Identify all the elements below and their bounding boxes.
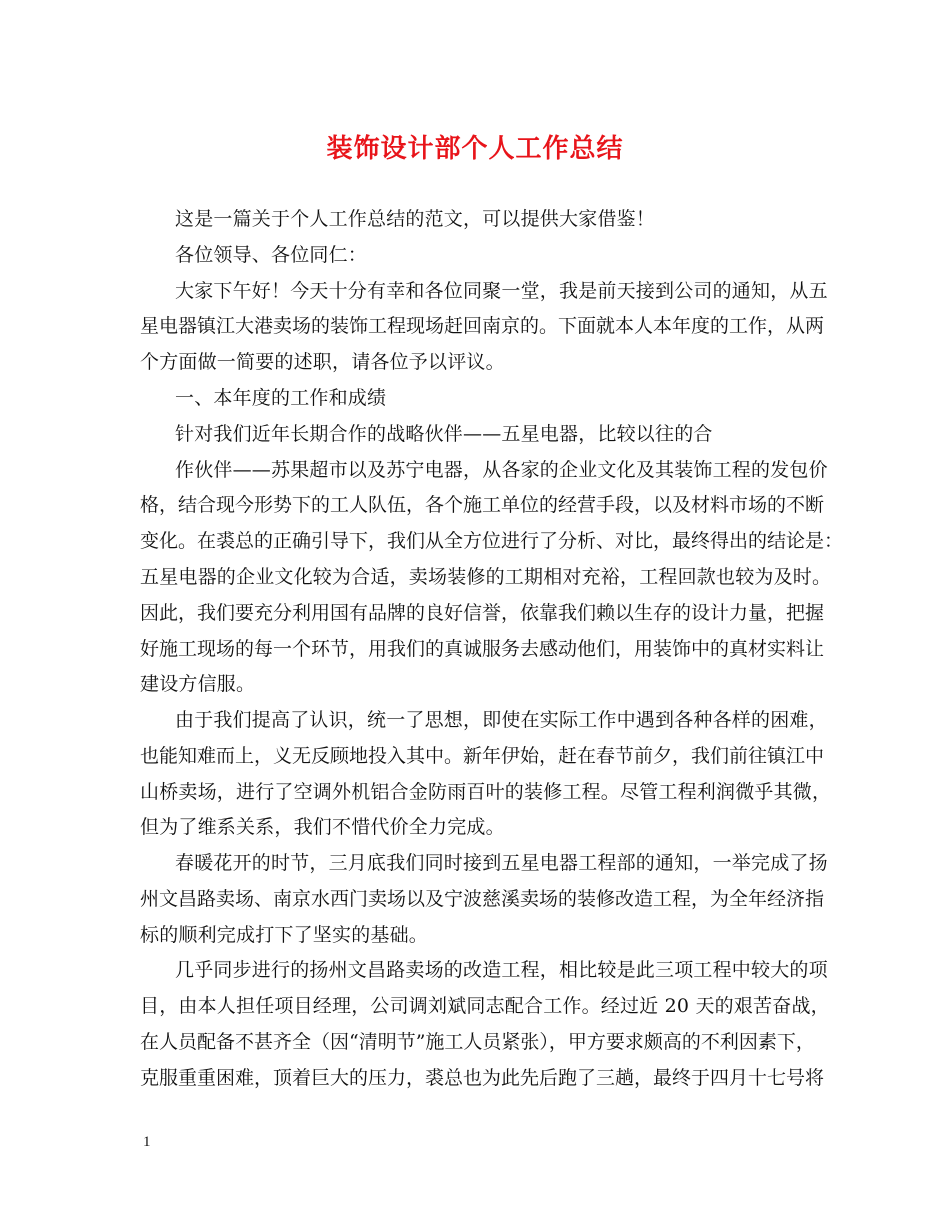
- paragraph-line: 几乎同步进行的扬州文昌路卖场的改造工程，相比较是此三项工程中较大的项: [175, 959, 828, 981]
- paragraph-line: 山桥卖场，进行了空调外机铝合金防雨百叶的装修工程。尽管工程利润微乎其微，: [140, 781, 832, 803]
- intro-line: 这是一篇关于个人工作总结的范文，可以提供大家借鉴！: [175, 208, 656, 230]
- paragraph-line: 大家下午好！今天十分有幸和各位同聚一堂，我是前天接到公司的通知，从五: [175, 280, 828, 302]
- paragraph-line: 个方面做一简要的述职，请各位予以评议。: [140, 351, 505, 373]
- paragraph-line: 克服重重困难，顶着巨大的压力，裘总也为此先后跑了三趟，最终于四月十七号将: [140, 1067, 825, 1089]
- paragraph-line: 好施工现场的每一个环节，用我们的真诚服务去感动他们，用装饰中的真材实料让: [140, 638, 825, 660]
- paragraph-line: 建设方信服。: [140, 673, 256, 695]
- paragraph-line: 在人员配备不甚齐全（因“清明节”施工人员紧张），甲方要求颇高的不利因素下，: [140, 1031, 815, 1053]
- salutation-line: 各位领导、各位同仁：: [175, 244, 368, 266]
- paragraph-line: 由于我们提高了认识，统一了思想，即使在实际工作中遇到各种各样的困难，: [175, 709, 828, 731]
- paragraph-line: 标的顺利完成打下了坚实的基础。: [140, 924, 429, 946]
- paragraph-line: 因此，我们要充分利用国有品牌的良好信誉，依靠我们赖以生存的设计力量，把握: [140, 602, 825, 624]
- paragraph-line: 春暖花开的时节，三月底我们同时接到五星电器工程部的通知，一举完成了扬: [175, 852, 828, 874]
- paragraph-line: 格，结合现今形势下的工人队伍，各个施工单位的经营手段，以及材料市场的不断: [140, 494, 825, 516]
- document-title: 装饰设计部个人工作总结: [326, 134, 624, 164]
- paragraph-line: 州文昌路卖场、南京水西门卖场以及宁波慈溪卖场的装修改造工程，为全年经济指: [140, 888, 825, 910]
- paragraph-line: 但为了维系关系，我们不惜代价全力完成。: [140, 816, 505, 838]
- paragraph-line: 五星电器的企业文化较为合适，卖场装修的工期相对充裕，工程回款也较为及时。: [140, 566, 832, 588]
- paragraph-line: 变化。在裘总的正确引导下，我们从全方位进行了分析、对比，最终得出的结论是：: [140, 530, 844, 552]
- page-number: 1: [143, 1134, 151, 1150]
- paragraph-line: 作伙伴——苏果超市以及苏宁电器，从各家的企业文化及其装饰工程的发包价: [175, 459, 828, 481]
- paragraph-line: 针对我们近年长期合作的战略伙伴——五星电器，比较以往的合: [175, 423, 713, 445]
- section-heading: 一、本年度的工作和成绩: [175, 387, 387, 409]
- paragraph-line: 星电器镇江大港卖场的装饰工程现场赶回南京的。下面就本人本年度的工作，从两: [140, 315, 825, 337]
- paragraph-line: 目，由本人担任项目经理，公司调刘斌同志配合工作。经过近 20 天的艰苦奋战，: [140, 995, 830, 1017]
- paragraph-line: 也能知难而上，义无反顾地投入其中。新年伊始，赶在春节前夕，我们前往镇江中: [140, 745, 825, 767]
